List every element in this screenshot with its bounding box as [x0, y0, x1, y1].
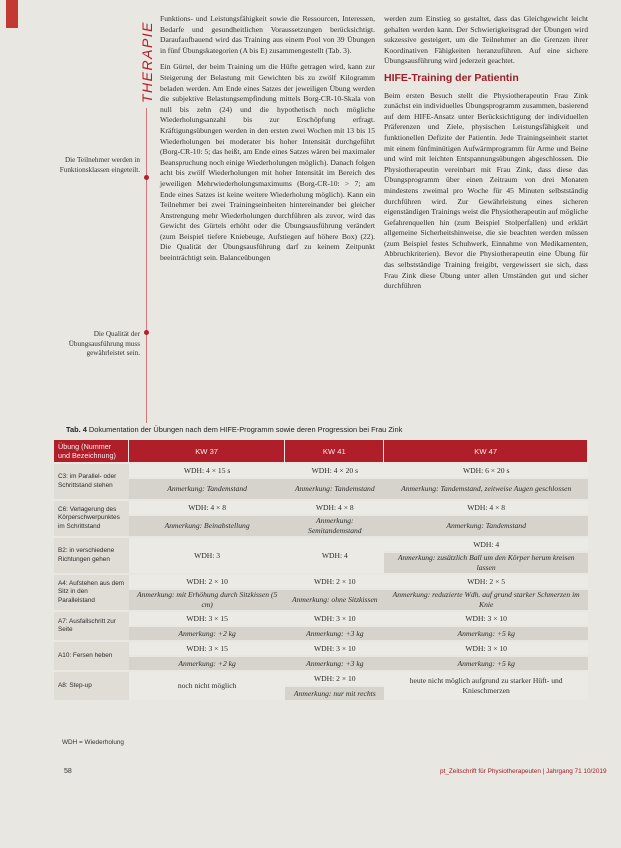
cell: Anmerkung: +2 kg [129, 627, 285, 640]
margin-rule [146, 108, 147, 423]
table-row [54, 479, 588, 499]
cell: Anmerkung: reduzierte Wdh. auf grund starker Schmerzen im Knie [384, 590, 588, 610]
sidenote: Die Qualität der Übungsausführung muss gewährleistet sein. [68, 330, 140, 358]
table-row [54, 612, 588, 625]
row-label: C6: Verlagerung des Körperschwerpunktes im Schrittstand [54, 501, 129, 536]
cell: WDH: 4 × 8 [285, 501, 384, 514]
section-label: THERAPIE [139, 20, 155, 104]
exercise-table [54, 438, 588, 702]
table-footnote: WDH = Wiederholung [62, 739, 124, 746]
cell: Anmerkung: +3 kg [285, 657, 384, 670]
corner-tab [6, 0, 18, 28]
column-header: KW 47 [384, 440, 588, 462]
cell: Anmerkung: Tandemstand [384, 516, 588, 536]
row-label: B2: in verschiedene Richtungen gehen [54, 538, 129, 573]
row-label: C3: im Parallel- oder Schrittstand stehen [54, 464, 129, 499]
paragraph: werden zum Einstieg so gestaltet, dass das Gleichgewicht leicht gehalten werden kann. Der Schwierigkeitsgrad der Übungen wird sukzessive gesteigert, um die Teilnehmer an die Grenzen ihrer Koordinativen Fähigkeiten heranzuführen. Auf eine sichere Übungsausführung wird jederzeit geachtet. [384, 14, 588, 66]
column-header: KW 41 [285, 440, 384, 462]
cell: WDH: 4 × 15 s [129, 464, 285, 477]
journal-footer: pt_Zeitschrift für Physiotherapeuten | Jahrgang 71 10/2019 [440, 768, 607, 775]
table-row [54, 657, 588, 670]
cell: Anmerkung: Tandemstand [129, 479, 285, 499]
cell: Anmerkung: Beinabstellung [129, 516, 285, 536]
column-header: KW 37 [129, 440, 285, 462]
cell: heute nicht möglich aufgrund zu starker Hüft- und Knieschmerzen [384, 672, 588, 700]
table-row [54, 672, 588, 685]
section-heading: HIFE-Training der Patientin [384, 71, 519, 84]
cell: WDH: 4 [285, 538, 384, 573]
table-row [54, 501, 588, 514]
table-row [54, 538, 588, 551]
cell: WDH: 2 × 10 [129, 575, 285, 588]
table-row [54, 642, 588, 655]
cell: Anmerkung: +5 kg [384, 627, 588, 640]
text-column-1 [160, 14, 375, 270]
cell: Anmerkung: +2 kg [129, 657, 285, 670]
table-row [54, 590, 588, 610]
column-header: Übung (Nummer und Bezeichnung) [54, 440, 129, 462]
cell: WDH: 4 × 8 [384, 501, 588, 514]
cell: Anmerkung: mit Erhöhung durch Sitzkissen (5 cm) [129, 590, 285, 610]
sidenote: Die Teilnehmer werden in Funktionsklassen eingeteilt. [59, 156, 140, 174]
paragraph: Beim ersten Besuch stellt die Physiotherapeutin Frau Zink zunächst ein individuelles Übungsprogramm zusammen, basierend auf dem HIFE-Ansatz unter Berücksichtigung der individuellen Präferenzen und Ziele, physischen Leistungsfähigkeit und funktionellen Defizite der Patientin. Jede Trainingseinheit startet mit einem fünfminütigen Aufwärmprogramm für Arme und Beine und wird mit leichten Entspannungsübungen abgeschlossen. Die Physiotherapeutin vereinbart mit Frau Zink, dass diese das Übungsprogramm über einen Zeitraum von drei Monaten mindestens zweimal pro Woche für 45 Minuten selbstständig durchführen wird. Zur Gewährleistung eines sicheren eigenständigen Trainings weist die Physiotherapeutin auf mögliche Gefahrenquellen hin (zum Beispiel Stolperfallen) und erklärt allgemeine Sicherheitshinweise, die sie beachten werden müssen (zum Beispiel festes Schuhwerk, Einnahme von Medikamenten, Abbruchkriterien). Bevor die Physiotherapeutin eine Übung für das selbstständige Training freigibt, vergewissert sie sich, dass Frau Zink diese Übung unter allen Umständen gut und sicher durchführen [384, 90, 588, 291]
paragraph: Funktions- und Leistungsfähigkeit sowie die Ressourcen, Interessen, Bedarfe und gesundheitlichen Voraussetzungen berücksichtigt. Daraufaufbauend wird das Training aus einem Pool von 39 Übungen in fünf Übungskategorien (A bis E) zusammengestellt (Tab. 3). [160, 14, 375, 55]
cell: WDH: 3 × 15 [129, 642, 285, 655]
text-column-2 [384, 14, 588, 298]
cell: Anmerkung: +3 kg [285, 627, 384, 640]
paragraph: Ein Gürtel, der beim Training um die Hüfte getragen wird, kann zur Steigerung der Belastung mit Gewichten bis zu zwölf Kilogramm beladen werden. Am Ende eines Satzes der jeweiligen Übung werden die subjektive Belastungsempfindung mittels Borg-CR-10-Skala von null bis zehn (24) und die hypothetisch noch mögliche Wiederholungsanzahl bis zur Erschöpfung erfragt. Kräftigungsübungen werden in den ersten zwei Wochen mit 13 bis 15 Wiederholungen bei moderater bis hoher Intensität durchgeführt (Borg-CR-10: 5; das heißt, am Ende eines Satzes wären bei maximaler Beanspruchung noch einige Wiederholungen möglich). Danach folgen acht bis zwölf Wiederholungen mit hoher Intensität im Bereich des jeweiligen Mehrwiederholungsmaximums (Borg-CR-10: > 7; am Ende eines Satzes ist keine weitere Wiederholung möglich). Kann ein Teilnehmer bei zwei Trainingseinheiten hintereinander bei gleicher Anstrengung mehr Wiederholungen durchführen als zuvor, wird das Gewicht des Gürtels erhöht oder die Übungsausführung verändert (zum Beispiel tiefere Kniebeuge, Aufstiegen auf höhere Box) (22). Die Qualität der Übungsausführung darf zu keinem Zeitpunkt beeinträchtigt sein. Balanceübungen [160, 62, 375, 263]
row-label: A10: Fersen heben [54, 642, 129, 670]
table-row [54, 627, 588, 640]
table-row [54, 516, 588, 536]
cell: Anmerkung: +5 kg [384, 657, 588, 670]
margin-dot [144, 330, 149, 335]
table-header-row [54, 440, 588, 462]
cell: WDH: 3 [129, 538, 285, 573]
cell: WDH: 2 × 10 [285, 672, 384, 685]
cell: Anmerkung: Semitandemstand [285, 516, 384, 536]
cell: WDH: 3 × 10 [285, 642, 384, 655]
cell: WDH: 2 × 5 [384, 575, 588, 588]
cell: WDH: 4 [384, 538, 588, 551]
cell: WDH: 6 × 20 s [384, 464, 588, 477]
cell: WDH: 4 × 20 s [285, 464, 384, 477]
row-label: A8: Step-up [54, 672, 129, 700]
table-row [54, 464, 588, 477]
cell: Anmerkung: nur mit rechts [285, 687, 384, 700]
cell: WDH: 3 × 10 [384, 612, 588, 625]
table-row [54, 575, 588, 588]
cell: Anmerkung: Tandemstand, zeitweise Augen geschlossen [384, 479, 588, 499]
table-caption: Tab. 4 Dokumentation der Übungen nach dem HIFE-Programm sowie deren Progression bei Frau Zink [66, 425, 403, 434]
row-label: A4: Aufstehen aus dem Sitz in den Parallelstand [54, 575, 129, 610]
cell: WDH: 4 × 8 [129, 501, 285, 514]
cell: Anmerkung: Tandemstand [285, 479, 384, 499]
margin-dot [144, 175, 149, 180]
cell: WDH: 3 × 10 [384, 642, 588, 655]
cell: noch nicht möglich [129, 672, 285, 700]
cell: Anmerkung: ohne Sitzkissen [285, 590, 384, 610]
cell: WDH: 3 × 15 [129, 612, 285, 625]
cell: Anmerkung: zusätzlich Ball um den Körper herum kreisen lassen [384, 553, 588, 573]
cell: WDH: 2 × 10 [285, 575, 384, 588]
page-number: 58 [64, 768, 72, 775]
cell: WDH: 3 × 10 [285, 612, 384, 625]
row-label: A7: Ausfallschritt zur Seite [54, 612, 129, 640]
